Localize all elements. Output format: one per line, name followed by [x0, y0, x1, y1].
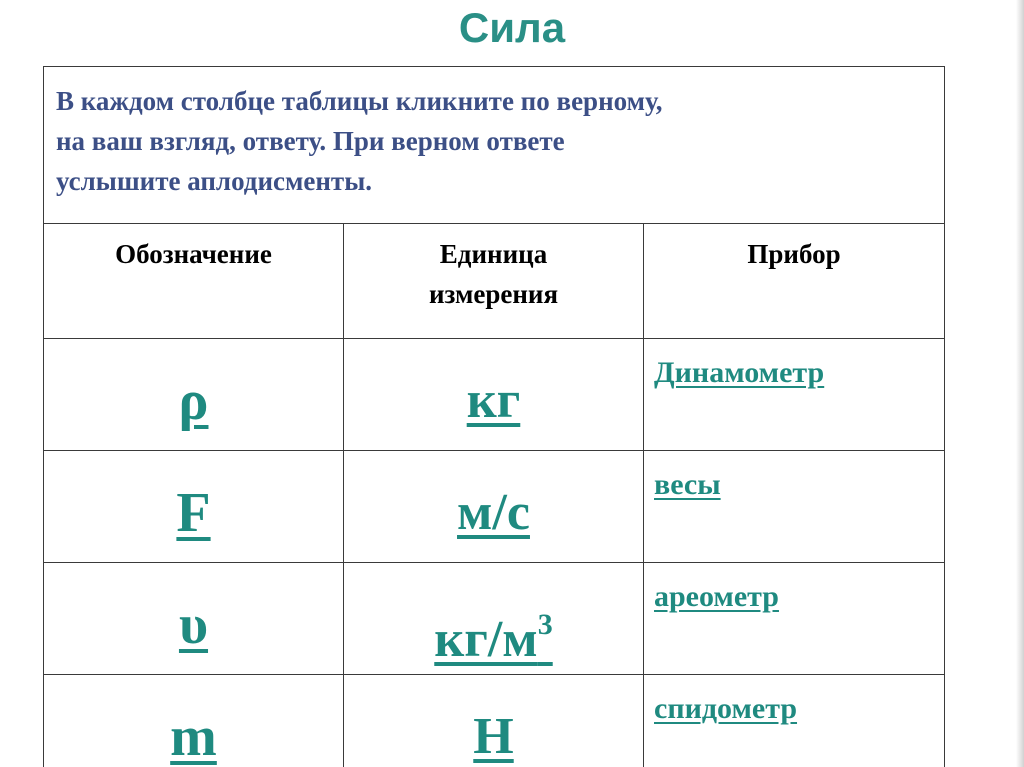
- quiz-table: [43, 66, 945, 767]
- device-cell: [644, 563, 945, 675]
- instruction-line-1: В каждом столбце таблицы кликните по верному,: [56, 86, 663, 116]
- table-row: [44, 675, 945, 767]
- device-option-speedometer[interactable]: спидометр: [654, 692, 798, 725]
- unit-option-text: Н: [473, 708, 514, 765]
- unit-option-text: кг/м: [434, 611, 538, 668]
- instruction-line-3: услышите аплодисменты.: [56, 166, 373, 196]
- header-unit-line-1: Единица: [439, 239, 548, 269]
- symbol-option-f[interactable]: F: [176, 482, 211, 544]
- table-row: [44, 339, 945, 451]
- device-cell: [644, 451, 945, 563]
- table-row: [44, 451, 945, 563]
- table-row: [44, 563, 945, 675]
- slide-title: Сила: [458, 4, 566, 51]
- header-symbol: [44, 224, 344, 339]
- unit-option-text: кг: [466, 372, 521, 429]
- device-option-dynamometer[interactable]: Динамометр: [654, 356, 825, 389]
- symbol-cell: [44, 339, 344, 451]
- unit-option-m-per-s[interactable]: [457, 485, 530, 541]
- unit-option-kg[interactable]: [467, 373, 521, 429]
- unit-option-newton[interactable]: [473, 709, 513, 765]
- header-unit-line-2: измерения: [428, 279, 559, 309]
- symbol-cell: [44, 563, 344, 675]
- unit-exponent: 3: [537, 608, 553, 641]
- header-device-label: Прибор: [747, 239, 841, 269]
- header-device: [644, 224, 945, 339]
- unit-cell: [344, 675, 644, 767]
- page-edge-shadow: [1016, 0, 1024, 767]
- device-cell: [644, 675, 945, 767]
- unit-cell: [344, 563, 644, 675]
- symbol-cell: [44, 451, 344, 563]
- header-symbol-label: Обозначение: [115, 239, 272, 269]
- header-unit: [344, 224, 644, 339]
- instruction-cell: [44, 67, 945, 224]
- symbol-option-m[interactable]: m: [170, 706, 217, 767]
- unit-option-kg-per-m3[interactable]: [434, 597, 552, 668]
- symbol-option-rho[interactable]: ρ: [178, 370, 209, 432]
- instruction-line-2: на ваш взгляд, ответу. При верном ответе: [56, 126, 565, 156]
- symbol-option-upsilon[interactable]: υ: [178, 594, 209, 656]
- device-option-scales[interactable]: весы: [654, 468, 721, 501]
- device-cell: [644, 339, 945, 451]
- unit-cell: [344, 451, 644, 563]
- unit-cell: [344, 339, 644, 451]
- device-option-areometer[interactable]: ареометр: [654, 580, 779, 613]
- unit-option-text: м/с: [457, 484, 530, 541]
- symbol-cell: [44, 675, 344, 767]
